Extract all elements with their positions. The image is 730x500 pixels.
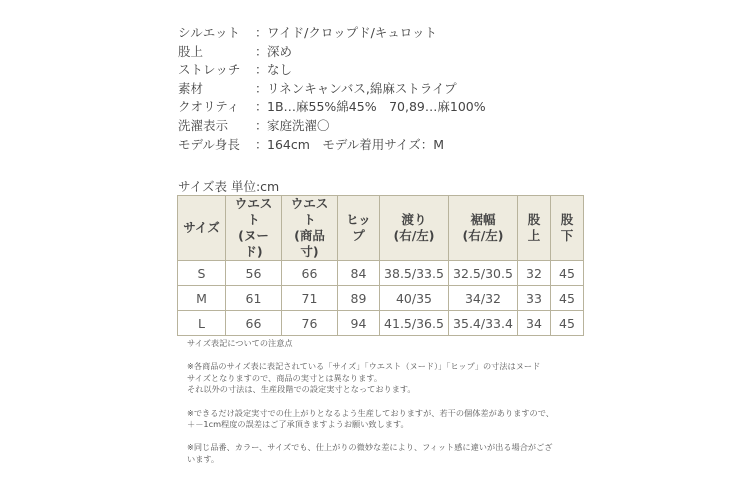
spec-silhouette: シルエット ： ワイド/クロップド/キュロット bbox=[178, 25, 438, 40]
size-table-header bbox=[178, 196, 584, 261]
table-row: M 61 71 89 40/35 34/32 33 45 bbox=[178, 286, 584, 311]
table-row: S 56 66 84 38.5/33.5 32.5/30.5 32 45 bbox=[178, 261, 584, 286]
spec-rise: 股上 ： 深め bbox=[178, 43, 293, 59]
notes-paragraph: ※同じ品番、カラー、サイズでも、仕上がりの微妙な差により、フィット感に違いが出る場合がござ います。 bbox=[187, 442, 553, 464]
header-hip: ヒップ bbox=[338, 196, 380, 261]
spec-model: モデル身長 ： 164cm モデル着用サイズ：M bbox=[178, 136, 445, 152]
table-row: L 66 76 94 41.5/36.5 35.4/33.4 34 45 bbox=[178, 311, 584, 336]
notes-paragraph: ※できるだけ設定実寸での仕上がりとなるよう生産しておりますが、若干の個体差がありますので、 ＋－1cm程度の誤差はご了承頂きますようお願い致します。 bbox=[187, 407, 554, 430]
size-table-caption: サイズ表 単位:cm bbox=[178, 179, 280, 194]
product-specs bbox=[178, 24, 486, 154]
header-size: サイズ bbox=[178, 196, 226, 261]
size-notes bbox=[187, 338, 554, 477]
header-waist-nude: ウエスト (ヌード) bbox=[226, 196, 282, 261]
notes-title: サイズ表記についての注意点 bbox=[187, 338, 293, 348]
header-thigh: 渡り (右/左) bbox=[380, 196, 449, 261]
header-inseam: 股下 bbox=[551, 196, 584, 261]
spec-stretch: ストレッチ ： なし bbox=[178, 62, 293, 78]
header-rise: 股上 bbox=[518, 196, 551, 261]
header-hem: 裾幅 (右/左) bbox=[449, 196, 518, 261]
notes-paragraph: ※各商品のサイズ表に表記されている「サイズ」「ウエスト（ヌード）」「ヒップ」の寸法はヌード サイズとなりますので、商品の実寸とは異なります。 それ以外の寸法は、生産段階での設定実寸となっております。 bbox=[187, 361, 541, 395]
spec-material: 素材 ： リネンキャンバス,綿麻ストライプ bbox=[178, 80, 457, 96]
size-table bbox=[177, 195, 584, 336]
header-waist-product: ウエスト (商品寸) bbox=[282, 196, 338, 261]
spec-quality: クオリティ ： 1B…麻55%綿45% 70,89…麻100% bbox=[178, 99, 486, 115]
spec-washing: 洗濯表示 ： 家庭洗濯〇 bbox=[178, 117, 330, 133]
